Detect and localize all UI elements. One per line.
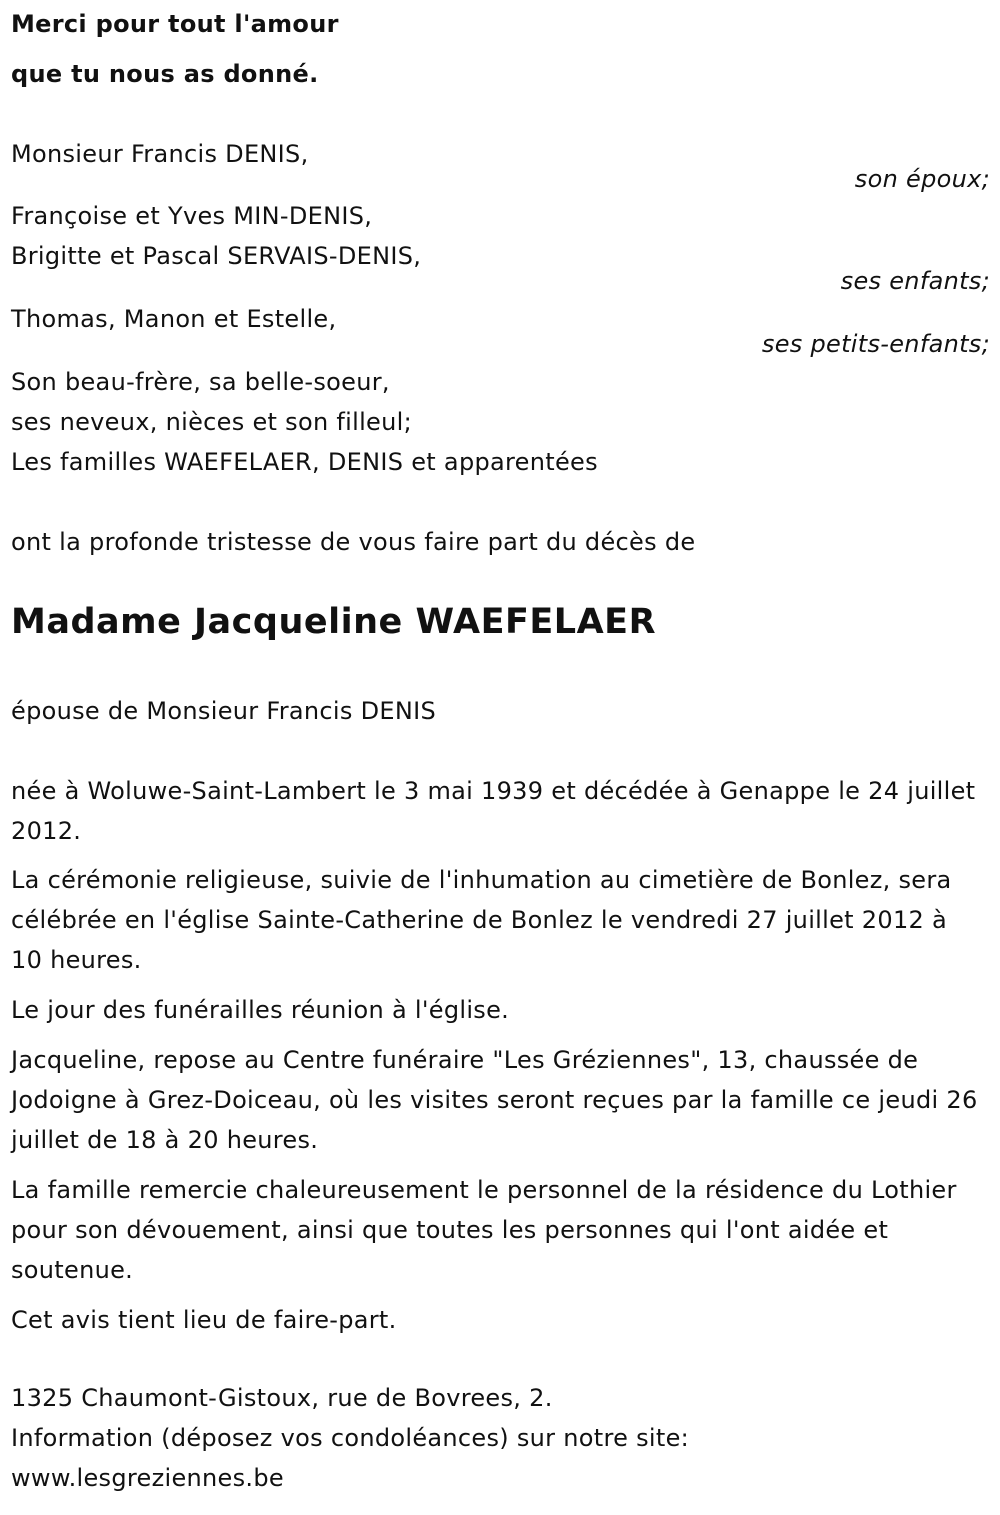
child-line-1: Françoise et Yves MIN-DENIS, (11, 202, 373, 230)
motto-line-2: que tu nous as donné. (11, 60, 319, 88)
thanks: La famille remercie chaleureusement le personnel de la résidence du Lothier pour son dévouement, ainsi que toutes les personnes qui l'ont aidée et soutenue. (11, 1176, 957, 1284)
notice: Cet avis tient lieu de faire-part. (11, 1306, 397, 1334)
motto-line-1: Merci pour tout l'amour (11, 10, 339, 38)
children-relation: ses enfants; (840, 267, 990, 295)
rest: Jacqueline, repose au Centre funéraire "Les Gréziennes", 13, chaussée de Jodoigne à Grez-Doiceau, où les visites seront reçues par la famille ce jeudi 26 juillet de 18 à 20 heures. (11, 1046, 978, 1154)
relatives-line-3: Les familles WAEFELAER, DENIS et apparentées (11, 448, 598, 476)
website-link[interactable]: www.lesgreziennes.be (11, 1464, 284, 1492)
info: Information (déposez vos condoléances) sur notre site: (11, 1424, 690, 1452)
spouse-relation: son époux; (854, 165, 990, 193)
deceased-name: Madame Jacqueline WAEFELAER (11, 602, 657, 642)
relatives-line-1: Son beau-frère, sa belle-soeur, (11, 368, 390, 396)
birth-death: née à Woluwe-Saint-Lambert le 3 mai 1939 et décédée à Genappe le 24 juillet 2012. (11, 777, 976, 845)
grandchildren-names: Thomas, Manon et Estelle, (11, 305, 337, 333)
announcement: ont la profonde tristesse de vous faire part du décès de (11, 528, 696, 556)
relatives-line-2: ses neveux, nièces et son filleul; (11, 408, 412, 436)
spouse-of: épouse de Monsieur Francis DENIS (11, 697, 437, 725)
child-line-2: Brigitte et Pascal SERVAIS-DENIS, (11, 242, 422, 270)
address: 1325 Chaumont-Gistoux, rue de Bovrees, 2. (11, 1384, 553, 1412)
ceremony: La cérémonie religieuse, suivie de l'inhumation au cimetière de Bonlez, sera célébrée en l'église Sainte-Catherine de Bonlez le vendredi 27 juillet 2012 à 10 heures. (11, 866, 952, 974)
spouse-name: Monsieur Francis DENIS, (11, 140, 309, 168)
grandchildren-relation: ses petits-enfants; (761, 330, 990, 358)
meeting: Le jour des funérailles réunion à l'église. (11, 996, 510, 1024)
